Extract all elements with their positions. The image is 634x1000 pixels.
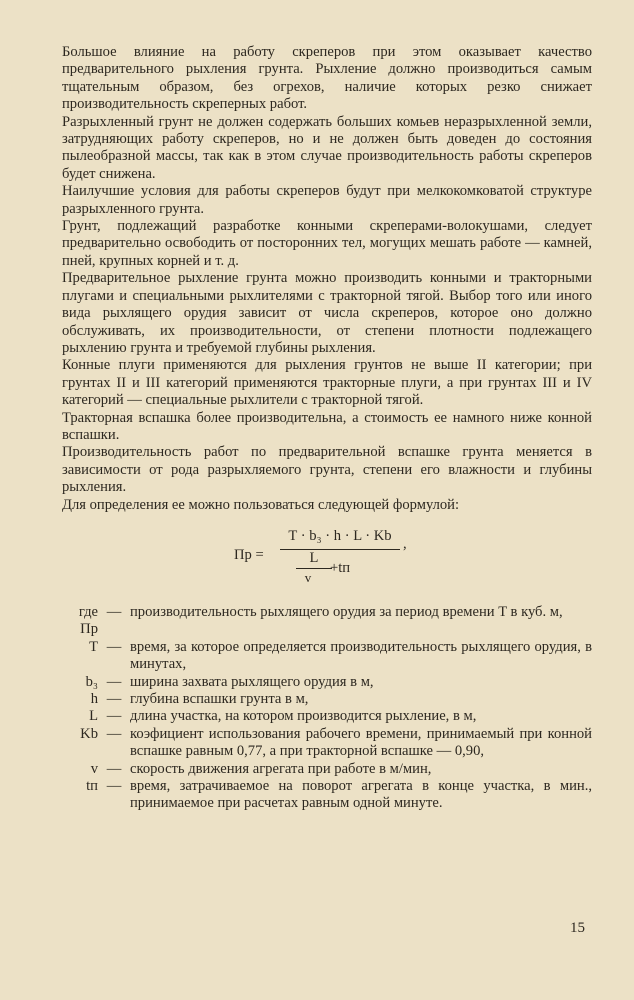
definition-text: скорость движения агрегата при работе в м/мин,: [130, 760, 432, 777]
paragraph: Грунт, подлежащий разработке конными скреперами-волокушами, следует предварительно освободить от посторонних тел, могущих мешать работе — камней, пней, крупных корней и т. д.: [62, 218, 592, 269]
definition-dash: —: [106, 638, 122, 655]
paragraph: Для определения ее можно пользоваться следующей формулой:: [62, 496, 460, 513]
definition-dash: —: [106, 778, 122, 795]
definition-symbol: b₃: [85, 673, 98, 690]
formula-lhs: Пр =: [234, 546, 264, 563]
paragraph: Производительность работ по предварительной вспашке грунта меняется в зависимости от рода разрыхляемого грунта, степени его влажности и глубины рыхления.: [62, 444, 592, 496]
paragraph: Наилучшие условия для работы скреперов будут при мелкокомковатой структуре разрыхленного грунта.: [62, 183, 592, 217]
definition-dash: —: [106, 725, 122, 742]
paragraph: Разрыхленный грунт не должен содержать больших комьев неразрыхленной земли, затрудняющих работу скреперов, но и не должен быть доведен до состояния пылеобразной массы, так как в этом случае производительность работы скреперов будет снижена.: [62, 113, 592, 182]
formula-denominator-top: L: [309, 549, 319, 566]
definition-text: длина участка, на котором производится рыхление, в м,: [130, 708, 477, 725]
definitions-list: [62, 604, 592, 813]
definition-text: глубина вспашки грунта в м,: [130, 691, 309, 707]
definition-row: [62, 708, 592, 725]
formula-denominator-bottom: v: [304, 569, 312, 585]
productivity-formula: [62, 520, 592, 592]
definition-symbol: где Пр: [78, 603, 98, 638]
definition-row: [62, 778, 592, 813]
denominator-fraction-line: [296, 568, 332, 569]
definition-text: ширина захвата рыхлящего орудия в м,: [130, 673, 374, 690]
definition-text: коэфициент использования рабочего времени, принимаемый при конной вспашке равным 0,77, а при тракторной вспашке — 0,90,: [130, 725, 592, 760]
formula-numerator: T · b₃ · h · L · Kb: [288, 527, 392, 544]
definition-row: [62, 761, 592, 778]
definition-dash: —: [106, 603, 122, 620]
definition-symbol: tп: [86, 778, 98, 795]
definition-symbol: h: [90, 691, 98, 707]
definition-dash: —: [106, 760, 122, 777]
definition-symbol: Kb: [80, 725, 98, 742]
definition-row: [62, 691, 592, 708]
definition-dash: —: [106, 691, 122, 707]
paragraph: Большое влияние на работу скреперов при этом оказывает качество предварительного рыхления грунта. Рыхление должно производиться самым тщательным образом, без огрехов, наличие которых резко снижает производительность скреперных работ.: [62, 44, 592, 113]
paragraph: Предварительное рыхление грунта можно производить конными и тракторными плугами и специальными рыхлителями с тракторной тягой. Выбор того или иного вида рыхлящего орудия зависит от числа скреперов, которое оно должно обслуживать, их производительности, от степени плотности подлежащего рыхлению грунта и требуемой глубины рыхления.: [62, 270, 592, 356]
definition-dash: —: [106, 708, 122, 725]
definition-text: производительность рыхлящего орудия за период времени T в куб. м,: [130, 603, 563, 620]
definition-text: время, затрачиваемое на поворот агрегата в конце участка, в мин., принимаемое при расчетах равным одной минуте.: [130, 778, 592, 812]
definition-symbol: T: [89, 638, 98, 655]
definition-symbol: v: [90, 760, 98, 777]
definition-row: [62, 674, 592, 691]
definition-row: [62, 726, 592, 761]
paragraph: Конные плуги применяются для рыхления грунтов не выше II категории; при грунтах II и III категорий применяются тракторные плуги, а при грунтах III и IV категорий — специальные рыхлители с тракторной тягой.: [62, 357, 592, 409]
body-text: [62, 44, 592, 813]
definition-row: [62, 639, 592, 674]
definition-dash: —: [106, 673, 122, 690]
definition-symbol: L: [89, 708, 98, 725]
formula-trailing: ,: [403, 535, 407, 552]
formula-denominator-plus: +tп: [330, 559, 351, 576]
paragraph: Тракторная вспашка более производительна, а стоимость ее намного ниже конной вспашки.: [62, 409, 592, 443]
definition-row: [62, 604, 592, 639]
page-number: 15: [570, 920, 585, 936]
definition-text: время, за которое определяется производительность рыхлящего орудия, в минутах,: [130, 638, 592, 673]
